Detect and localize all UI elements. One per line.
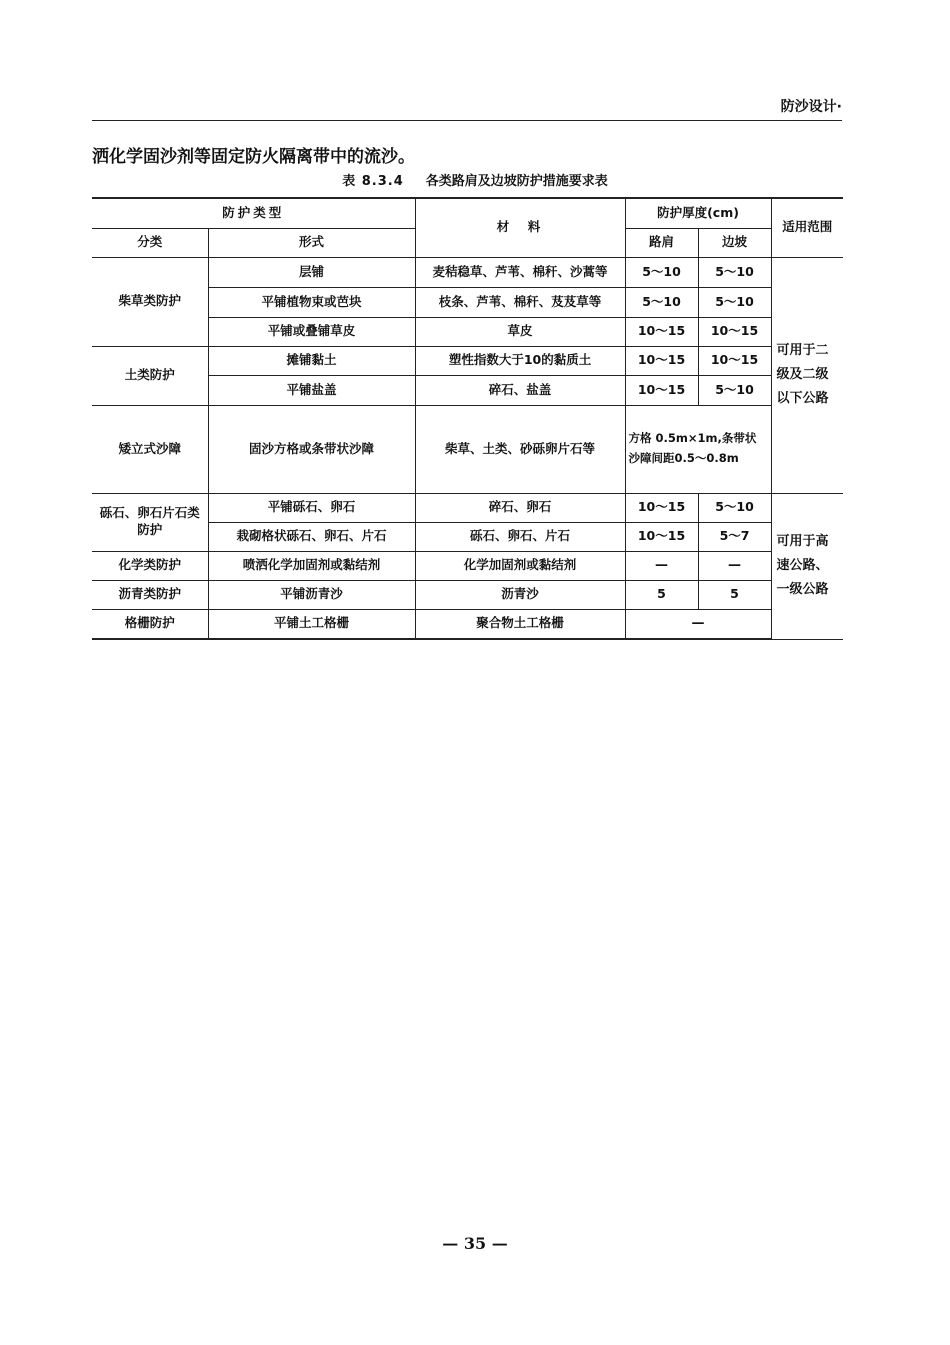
material-cell: 麦秸稳草、芦苇、棉秆、沙蒿等 [415, 257, 625, 287]
header-slope: 边坡 [698, 228, 771, 257]
table-title: 各类路肩及边坡防护措施要求表 [425, 174, 608, 189]
slope-cell: 10～15 [698, 346, 771, 375]
slope-cell: 5～7 [698, 522, 771, 551]
category-cell: 砾石、卵石片石类防护 [92, 493, 208, 551]
material-cell: 砾石、卵石、片石 [415, 522, 625, 551]
slope-cell: 10～15 [698, 317, 771, 346]
page-number: — 35 — [442, 1234, 508, 1253]
header-protection-type: 防护类型 [92, 198, 415, 228]
form-cell: 平铺植物束或芭块 [208, 287, 415, 317]
table-row [92, 257, 843, 287]
running-header-section: 防沙设计· [780, 99, 842, 115]
material-cell: 化学加固剂或黏结剂 [415, 551, 625, 580]
form-cell: 喷洒化学加固剂或黏结剂 [208, 551, 415, 580]
material-cell: 塑性指数大于10的黏质土 [415, 346, 625, 375]
slope-cell: 5～10 [698, 257, 771, 287]
protection-requirements-table [92, 197, 843, 640]
scope-cell [771, 493, 843, 639]
shoulder-cell: 10～15 [625, 522, 698, 551]
slope-cell: 5～10 [698, 287, 771, 317]
shoulder-cell: 10～15 [625, 346, 698, 375]
shoulder-cell: 10～15 [625, 317, 698, 346]
table-row [92, 493, 843, 522]
material-cell: 碎石、卵石 [415, 493, 625, 522]
scope-text: 可用于二级及二级以下公路 [776, 342, 829, 407]
table-number: 表 8.3.4 [342, 174, 404, 189]
material-cell: 碎石、盐盖 [415, 375, 625, 405]
header-form: 形式 [208, 228, 415, 257]
intro-paragraph: 洒化学固沙剂等固定防火隔离带中的流沙。 [92, 147, 415, 167]
table-row [92, 346, 843, 375]
thickness-merged-cell: — [625, 609, 771, 639]
header-category: 分类 [92, 228, 208, 257]
table-row [92, 551, 843, 580]
form-cell: 平铺砾石、卵石 [208, 493, 415, 522]
table-row [92, 609, 843, 639]
material-cell: 聚合物土工格栅 [415, 609, 625, 639]
category-cell: 化学类防护 [92, 551, 208, 580]
category-cell: 柴草类防护 [92, 257, 208, 346]
slope-cell: — [698, 551, 771, 580]
form-cell: 层铺 [208, 257, 415, 287]
slope-cell: 5 [698, 580, 771, 609]
form-cell: 摊铺黏土 [208, 346, 415, 375]
category-cell: 矮立式沙障 [92, 405, 208, 493]
form-cell: 平铺或叠铺草皮 [208, 317, 415, 346]
form-cell: 固沙方格或条带状沙障 [208, 405, 415, 493]
form-cell: 平铺沥青沙 [208, 580, 415, 609]
table-caption [0, 170, 950, 189]
form-cell: 平铺土工格栅 [208, 609, 415, 639]
table-row [92, 580, 843, 609]
material-cell: 沥青沙 [415, 580, 625, 609]
material-cell: 柴草、土类、砂砾卵片石等 [415, 405, 625, 493]
category-cell: 土类防护 [92, 346, 208, 405]
slope-cell: 5～10 [698, 493, 771, 522]
form-cell: 栽砌格状砾石、卵石、片石 [208, 522, 415, 551]
table-row [92, 405, 843, 493]
header-scope: 适用范围 [771, 198, 843, 257]
shoulder-cell: 10～15 [625, 375, 698, 405]
category-cell: 沥青类防护 [92, 580, 208, 609]
material-cell: 枝条、芦苇、棉秆、芨芨草等 [415, 287, 625, 317]
header-material: 材 料 [415, 198, 625, 257]
shoulder-cell: 5 [625, 580, 698, 609]
header-thickness: 防护厚度(cm) [625, 198, 771, 228]
header-shoulder: 路肩 [625, 228, 698, 257]
shoulder-cell: — [625, 551, 698, 580]
header-rule [92, 120, 842, 121]
form-cell: 平铺盐盖 [208, 375, 415, 405]
thickness-note-cell: 方格 0.5m×1m,条带状沙障间距0.5～0.8m [625, 405, 771, 493]
scope-cell [771, 257, 843, 493]
shoulder-cell: 5～10 [625, 287, 698, 317]
material-cell: 草皮 [415, 317, 625, 346]
slope-cell: 5～10 [698, 375, 771, 405]
category-cell: 格栅防护 [92, 609, 208, 639]
header-row [92, 198, 843, 228]
scope-text: 可用于高速公路、一级公路 [776, 533, 829, 598]
shoulder-cell: 5～10 [625, 257, 698, 287]
shoulder-cell: 10～15 [625, 493, 698, 522]
